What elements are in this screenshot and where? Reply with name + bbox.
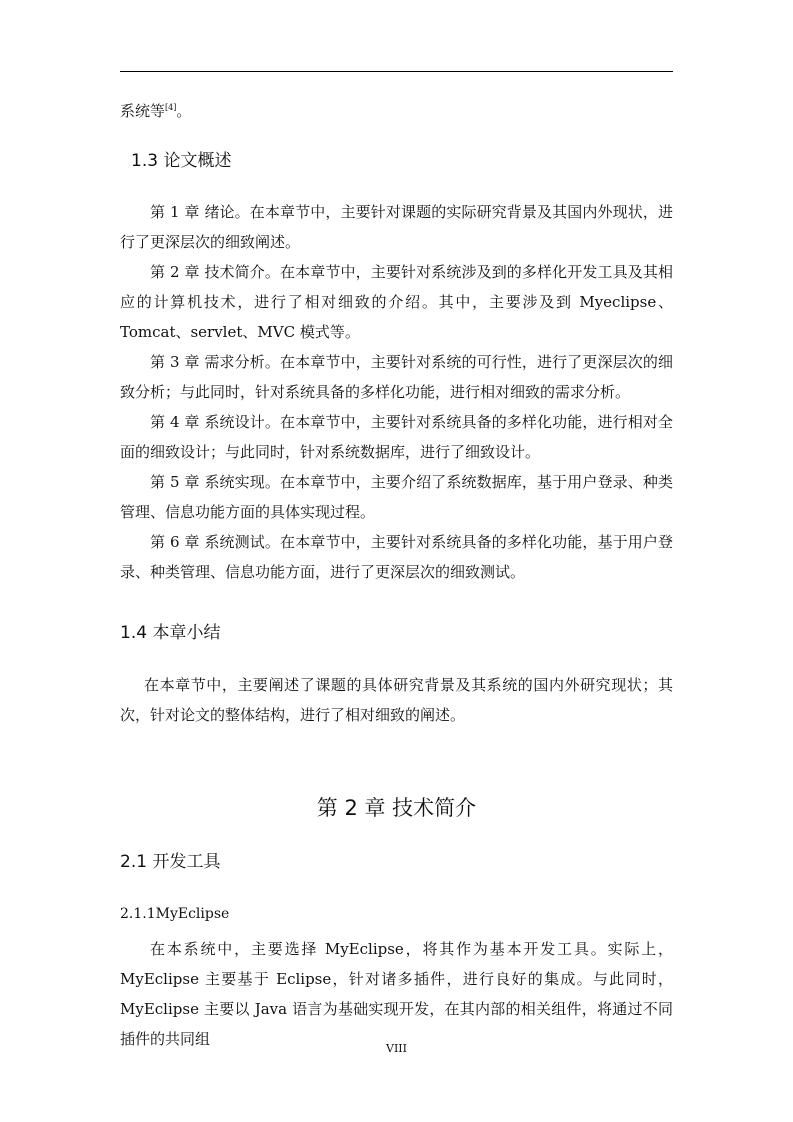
- chapter-2-title: 第 2 章 技术简介: [316, 796, 477, 820]
- header-rule: [120, 71, 673, 72]
- lead-text: 系统等: [120, 102, 166, 120]
- lead-tail: 。: [176, 102, 192, 120]
- section-heading-1-4: 1.4 本章小结: [120, 623, 221, 643]
- section-1-3-body: [120, 197, 673, 587]
- lead-paragraph: [120, 96, 673, 126]
- chapter-summary-paragraph: 第 2 章 技术简介。在本章节中，主要针对系统涉及到的多样化开发工具及其相应的计算机技术，进行了相对细致的介绍。其中，主要涉及到 Myeclipse、Tomcat、servlet、MVC 模式等。: [120, 263, 673, 341]
- citation-ref: [4]: [165, 103, 177, 112]
- chapter-summary-paragraph: 第 3 章 需求分析。在本章节中，主要针对系统的可行性，进行了更深层次的细致分析；与此同时，针对系统具备的多样化功能，进行相对细致的需求分析。: [120, 353, 673, 401]
- section-heading-1-3: 1.3 论文概述: [131, 151, 232, 171]
- section-1-4-paragraph: 在本章节中，主要阐述了课题的具体研究背景及其系统的国内外研究现状；其次，针对论文的整体结构，进行了相对细致的阐述。: [120, 676, 673, 724]
- chapter-summary-paragraph: 第 4 章 系统设计。在本章节中，主要针对系统具备的多样化功能，进行相对全面的细致设计；与此同时，针对系统数据库，进行了细致设计。: [120, 413, 673, 461]
- subsection-heading-2-1-1: 2.1.1MyEclipse: [120, 906, 230, 922]
- chapter-summary-paragraph: 第 1 章 绪论。在本章节中，主要针对课题的实际研究背景及其国内外现状，进行了更深层次的细致阐述。: [120, 203, 673, 251]
- chapter-summary-paragraph: 第 6 章 系统测试。在本章节中，主要针对系统具备的多样化功能，基于用户登录、种类管理、信息功能方面，进行了更深层次的细致测试。: [120, 533, 673, 581]
- page-number: VIII: [386, 1042, 407, 1055]
- chapter-summary-paragraph: 第 5 章 系统实现。在本章节中，主要介绍了系统数据库，基于用户登录、种类管理、信息功能方面的具体实现过程。: [120, 473, 673, 521]
- subsection-2-1-1-paragraph: 在本系统中，主要选择 MyEclipse，将其作为基本开发工具。实际上，MyEclipse 主要基于 Eclipse，针对诸多插件，进行良好的集成。与此同时，MyEclipse 主要以 Java 语言为基础实现开发，在其内部的相关组件，将通过不同插件的共同组: [120, 940, 673, 1048]
- section-heading-2-1: 2.1 开发工具: [120, 852, 221, 872]
